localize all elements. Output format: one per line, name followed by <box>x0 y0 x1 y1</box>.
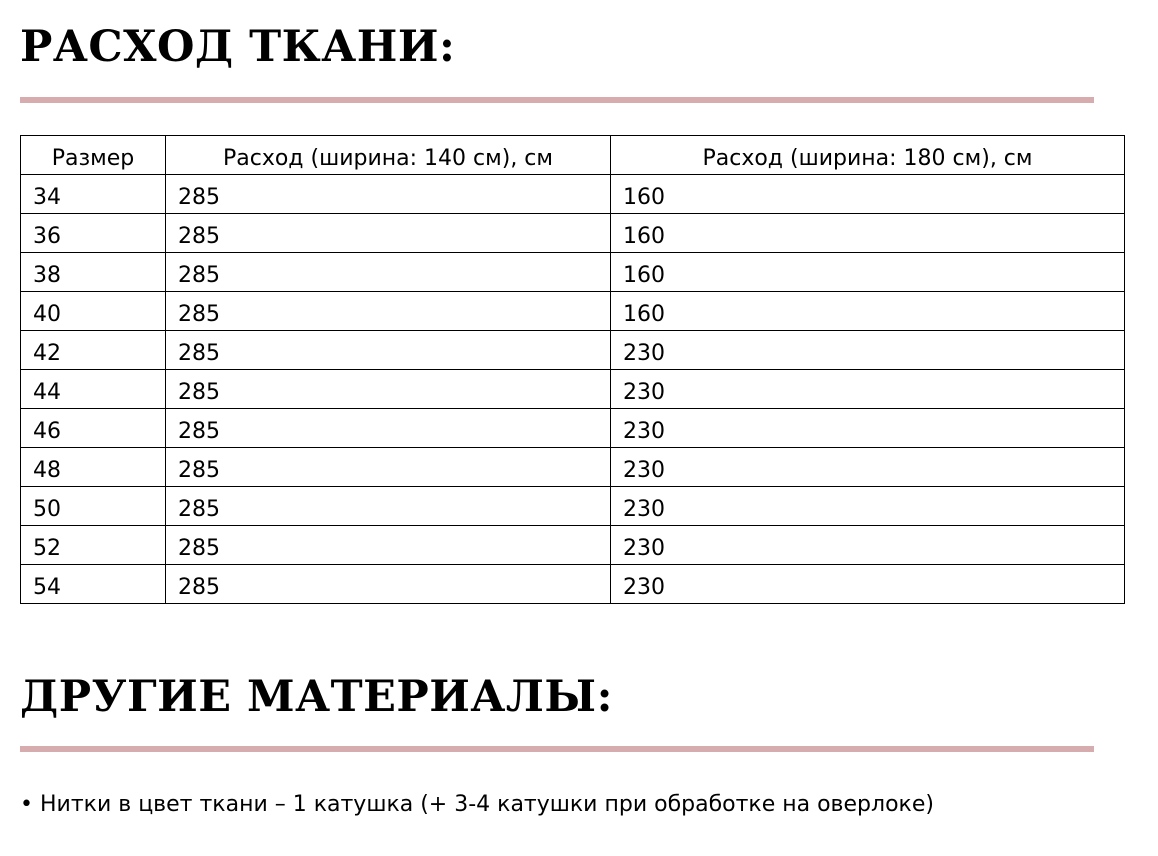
cell-consumption-140: 285 <box>166 487 611 526</box>
cell-size: 46 <box>21 409 166 448</box>
cell-size: 34 <box>21 175 166 214</box>
cell-size: 44 <box>21 370 166 409</box>
cell-consumption-140: 285 <box>166 526 611 565</box>
cell-consumption-140: 285 <box>166 409 611 448</box>
table-row <box>21 370 1125 409</box>
cell-size: 48 <box>21 448 166 487</box>
heading-divider <box>20 97 1094 103</box>
column-header-width-180: Расход (ширина: 180 см), см <box>611 136 1125 175</box>
table-row <box>21 448 1125 487</box>
materials-list <box>0 790 934 820</box>
list-item <box>20 790 934 820</box>
column-header-width-140: Расход (ширина: 140 см), см <box>166 136 611 175</box>
table-row <box>21 331 1125 370</box>
fabric-consumption-table <box>20 135 1125 604</box>
table-row <box>21 526 1125 565</box>
cell-consumption-180: 230 <box>611 526 1125 565</box>
bullet-icon: • <box>20 792 33 817</box>
cell-consumption-140: 285 <box>166 253 611 292</box>
table-row <box>21 214 1125 253</box>
cell-consumption-180: 230 <box>611 487 1125 526</box>
table-header-row <box>21 136 1125 175</box>
table-row <box>21 565 1125 604</box>
cell-size: 42 <box>21 331 166 370</box>
cell-consumption-140: 285 <box>166 175 611 214</box>
cell-size: 40 <box>21 292 166 331</box>
fabric-consumption-heading: РАСХОД ТКАНИ: <box>20 22 456 72</box>
table-row <box>21 292 1125 331</box>
cell-consumption-140: 285 <box>166 331 611 370</box>
cell-consumption-180: 230 <box>611 370 1125 409</box>
table-row <box>21 253 1125 292</box>
column-header-size: Размер <box>21 136 166 175</box>
cell-consumption-180: 160 <box>611 214 1125 253</box>
cell-size: 54 <box>21 565 166 604</box>
cell-consumption-180: 160 <box>611 253 1125 292</box>
heading-divider <box>20 746 1094 752</box>
table-row <box>21 175 1125 214</box>
cell-size: 36 <box>21 214 166 253</box>
cell-consumption-140: 285 <box>166 214 611 253</box>
cell-size: 52 <box>21 526 166 565</box>
cell-consumption-180: 230 <box>611 448 1125 487</box>
cell-consumption-140: 285 <box>166 565 611 604</box>
cell-consumption-180: 160 <box>611 175 1125 214</box>
other-materials-heading: ДРУГИЕ МАТЕРИАЛЫ: <box>20 672 613 722</box>
cell-size: 38 <box>21 253 166 292</box>
cell-consumption-140: 285 <box>166 448 611 487</box>
cell-consumption-180: 230 <box>611 409 1125 448</box>
cell-consumption-140: 285 <box>166 370 611 409</box>
list-item-text: Нитки в цвет ткани – 1 катушка (+ 3-4 катушки при обработке на оверлоке) <box>40 792 934 817</box>
table-row <box>21 487 1125 526</box>
cell-size: 50 <box>21 487 166 526</box>
cell-consumption-180: 230 <box>611 565 1125 604</box>
cell-consumption-180: 230 <box>611 331 1125 370</box>
table-row <box>21 409 1125 448</box>
cell-consumption-140: 285 <box>166 292 611 331</box>
cell-consumption-180: 160 <box>611 292 1125 331</box>
